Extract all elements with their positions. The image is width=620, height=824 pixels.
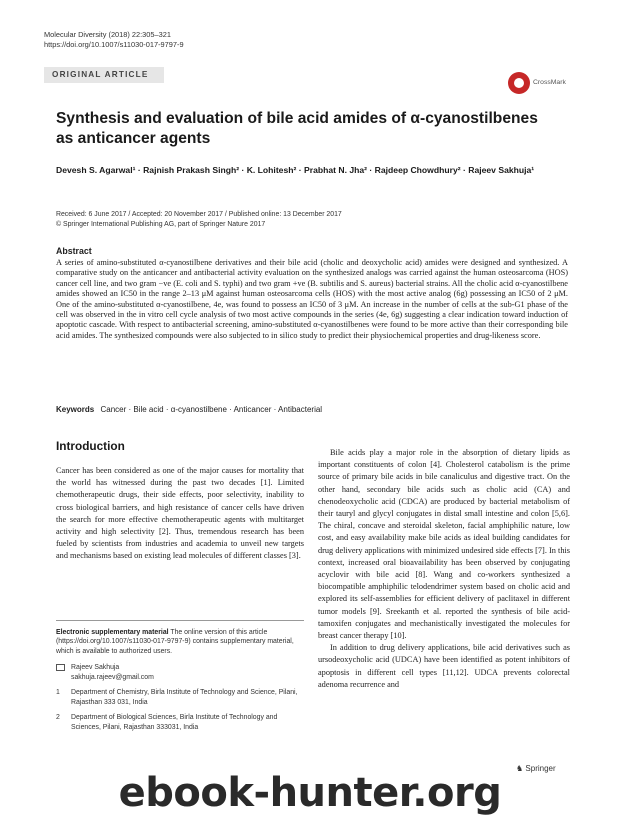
- crossmark-label: CrossMark: [533, 79, 566, 86]
- supplementary-text: The online version of this article (https://doi.org/10.1007/s11030-017-9797-9) contains supplementary material, which is available to authorized users.: [56, 629, 294, 655]
- affiliation-number: 1: [56, 689, 60, 696]
- author-list: Devesh S. Agarwal¹ · Rajnish Prakash Singh² · K. Lohitesh² · Prabhat N. Jha² · Rajdeep Chowdhury² · Rajeev Sakhuja¹: [56, 165, 535, 175]
- abstract-heading: Abstract: [56, 246, 92, 256]
- springer-horse-icon: ♞: [516, 764, 524, 773]
- intro-paragraph-continued: In addition to drug delivery applications, bile acid derivatives such as ursodeoxycholic acid (UDCA) have been identified as potent inhibitors of apoptosis in different cell types [11,12]. UDCA prevents colorectal adenoma recurrence and: [318, 643, 570, 689]
- keywords: [56, 404, 568, 415]
- abstract-text: A series of amino-substituted α-cyanostilbene derivatives and their bile acid (cholic and deoxycholic acid) amides were designed and synthesized. A comparative study on the anticancer and antibacterial activity evaluation on the synthesized analogs was carried against the human osteosarcoma (HOS) cancer cell line, and two gram −ve (E. coli and S. typhi) and two gram +ve (B. subtilis and S. aureus) bacterial strains. All the cholic acid α-cyanostilbene amides showed an IC50 in the range 2–13 μM against human osteosarcoma cells (HOS) with the most active analog (6g) possessing an IC50 of 2 μM. One of the amino-substituted α-cyanostilbene, 4e, was found to possess an IC50 of 3 μM. An increase in the number of cells at the sub-G1 phase of the cell was observed in the in vitro cell cycle analysis of two most active compounds in the series (4e, 6g) suggesting a clear indication toward induction of apoptotic cascade. With respect to antibacterial screening, amino-substituted α-cyanostilbenes were found to be more active than their corresponding bile acid amides. The synthesized compounds were also subjected to in silico study to predict their physiochemical properties and drug-likeness score.: [56, 258, 568, 340]
- author-email[interactable]: sakhuja.rajeev@gmail.com: [71, 673, 154, 681]
- corresponding-author: Rajeev Sakhuja: [71, 664, 120, 671]
- dates-line: Received: 6 June 2017 / Accepted: 20 November 2017 / Published online: 13 December 2017: [56, 211, 342, 218]
- affiliation-number: 2: [56, 714, 60, 721]
- affiliation-text: Department of Biological Sciences, Birla Institute of Technology and Sciences, Pilani, Rajasthan 333031, India: [71, 714, 278, 731]
- section-heading-introduction: Introduction: [56, 439, 125, 453]
- journal-header: [44, 30, 184, 50]
- doi-link[interactable]: https://doi.org/10.1007/s11030-017-9797-9: [44, 40, 184, 49]
- copyright-line: © Springer International Publishing AG, part of Springer Nature 2017: [56, 220, 266, 228]
- correspondence-block: [56, 663, 304, 732]
- journal-citation: Molecular Diversity (2018) 22:305–321: [44, 30, 171, 39]
- article-title: Synthesis and evaluation of bile acid amides of α-cyanostilbenes as anticancer agents: [56, 110, 538, 147]
- article-type-badge: ORIGINAL ARTICLE: [44, 67, 164, 83]
- keywords-list: Cancer · Bile acid · α-cyanostilbene · Anticancer · Antibacterial: [100, 405, 323, 414]
- publication-dates: [56, 210, 576, 229]
- envelope-icon: [56, 664, 65, 671]
- keywords-label: Keywords: [56, 405, 95, 414]
- affiliation-text: Department of Chemistry, Birla Institute of Technology and Science, Pilani, Rajasthan 333 031, India: [71, 689, 298, 706]
- crossmark-button[interactable]: [508, 72, 578, 96]
- watermark: ebook-hunter.org: [118, 770, 502, 816]
- affiliation-1: [56, 688, 304, 707]
- intro-paragraph: Bile acids play a major role in the absorption of dietary lipids as important constituents of colon [4]. Cholesterol catabolism is the prime source of primary bile acids in bile canaliculus and digestive tract. On the other hand, secondary bile acids such as cholic acid (CA) and chenodeoxycholic acid (CDCA) are produced by bacterial metabolism of their tauryl and glycyl conjugates in distal small intestine and colon [5,6]. The chiral, concave and steroidal skeleton, facial amphiphilic nature, low cost, and easy availability make bile acids as ideal building candidates for drug delivery applications with minimized undesired side effects [7]. In this context, increased oral bioavailability has been observed by conjugating acyclovir with bile acid [8]. Wang and co-workers synthesized a biocompatible amphiphilic telodendrimer system based on cholic acid and explored its self-assemblies for efficient delivery of paclitaxel in different tumor models [9]. Sreekanth et al. reported the synthesis of bile acid-tamoxifen conjugates and mechanistically investigated the molecules for breast cancer therapy [10].: [318, 448, 570, 641]
- intro-column-right: [318, 447, 570, 691]
- supplementary-note: [56, 628, 304, 656]
- footnote-divider: [56, 620, 304, 621]
- affiliation-2: [56, 713, 304, 732]
- publisher-name: Springer: [525, 764, 556, 773]
- intro-column-left: Cancer has been considered as one of the major causes for mortality that the world has witnessed during the past two decades [1]. Limited chemotherapeutic drugs, their side effects, poor selectivity, inability to cross biological barriers, and high resistance of cancer cells have driven the search for more effective chemotherapeutic agents with multitarget activity and high selectivity [2]. Thus, tremendous research has been fueled by scientists from industries and academia to unveil new targets and mechanisms based on existing lead molecules of different classes [3].: [56, 466, 304, 561]
- supplementary-label: Electronic supplementary material: [56, 629, 169, 636]
- crossmark-icon: [508, 72, 530, 94]
